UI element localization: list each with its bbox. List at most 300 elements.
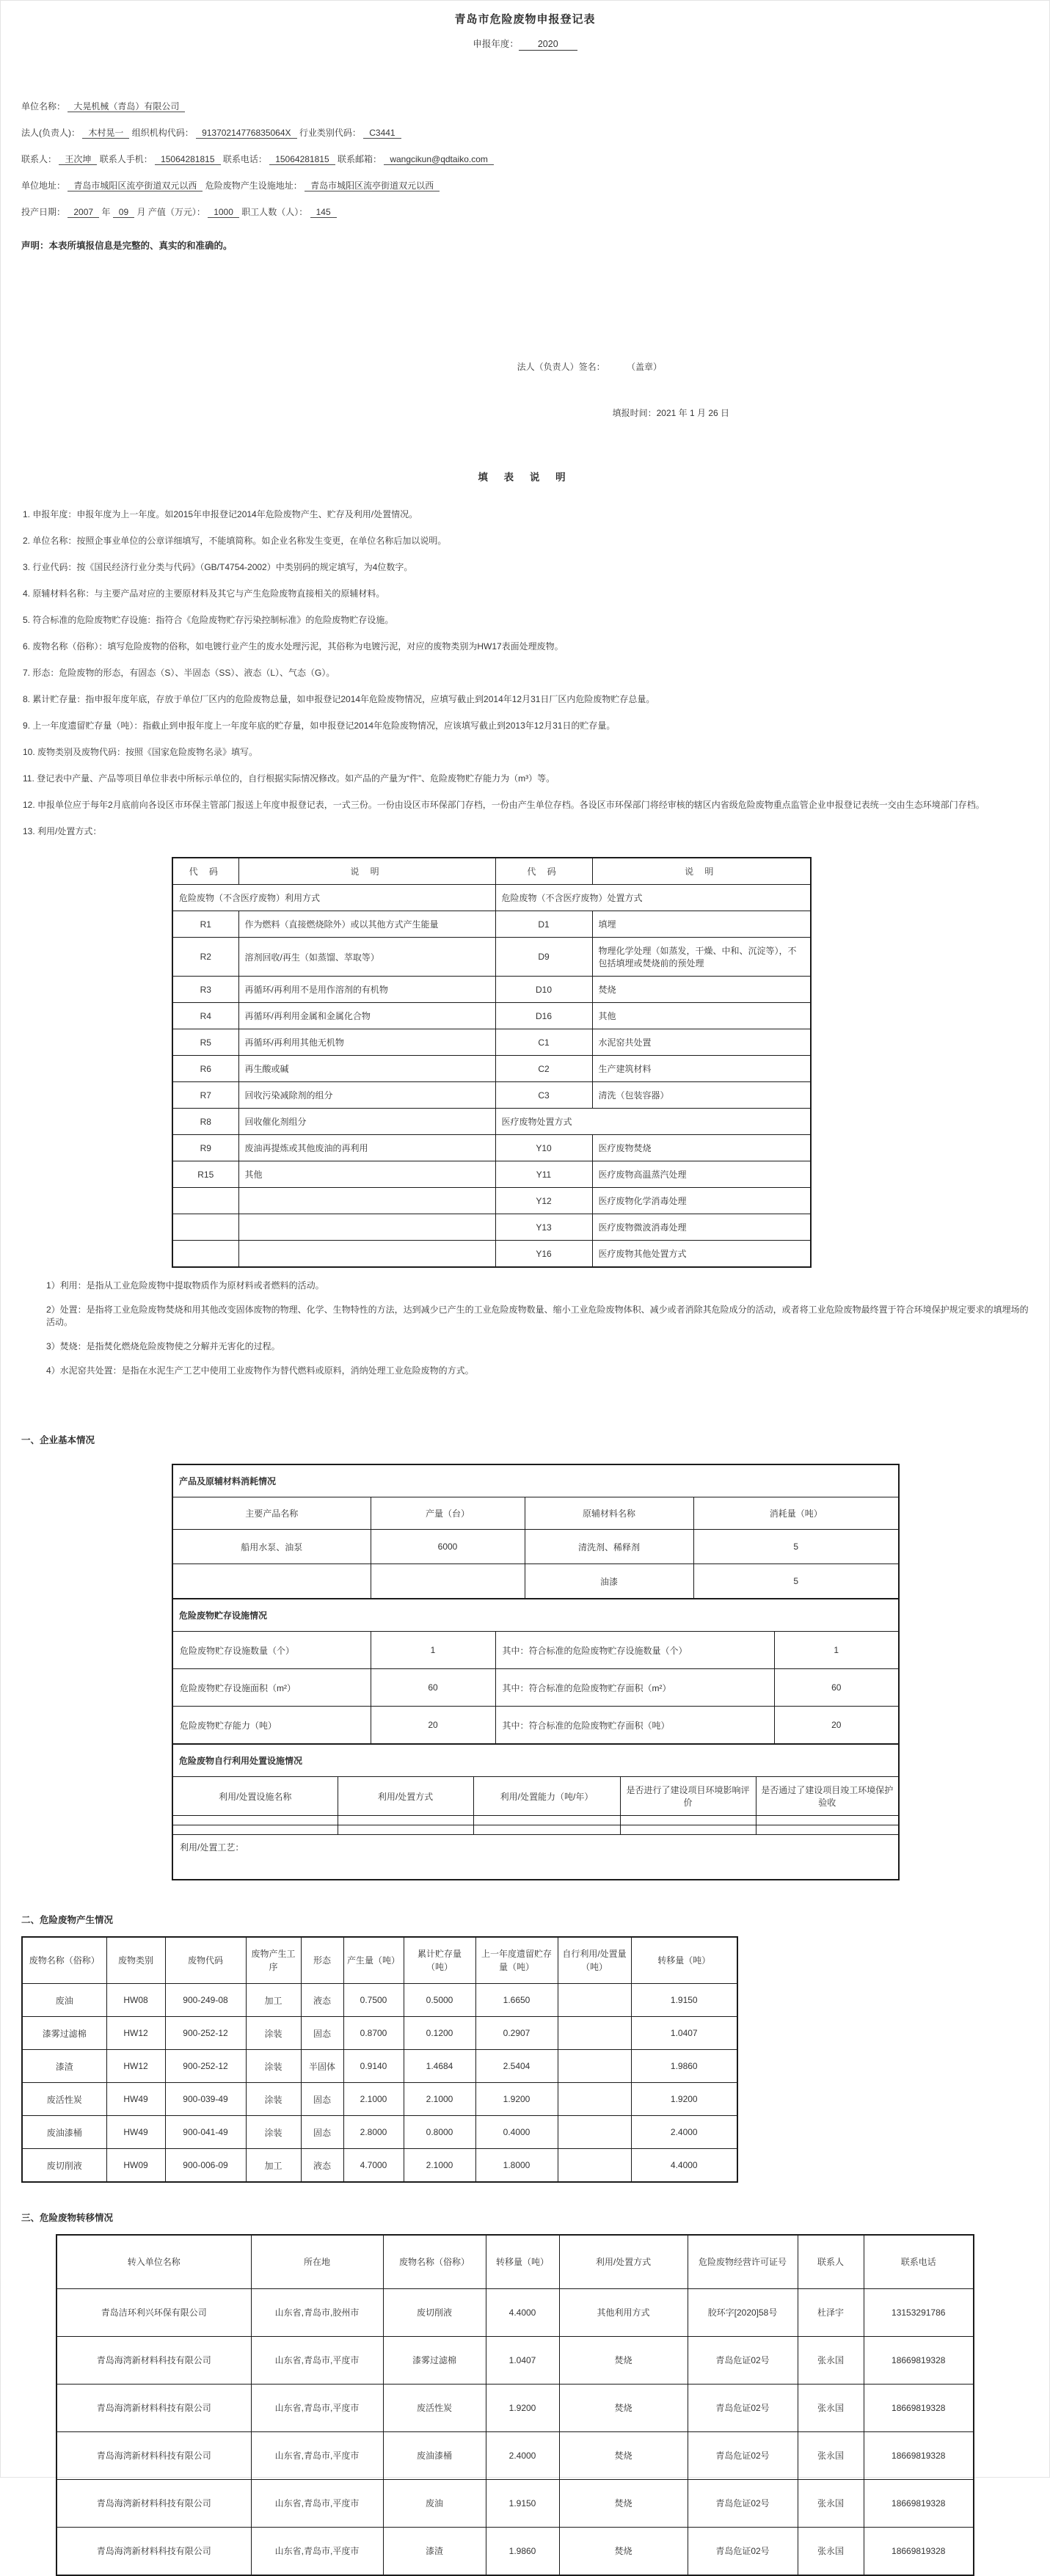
column-header: 形态 [301, 1937, 343, 1984]
signature-line [21, 360, 1029, 373]
table-cell [371, 1564, 525, 1599]
table-cell: 1.9200 [475, 2083, 558, 2116]
table-cell: 1.0407 [486, 2337, 559, 2385]
instructions-list [21, 508, 1029, 838]
code-cell: C1 [495, 1029, 592, 1056]
table-cell: 涂装 [246, 2116, 301, 2149]
column-header: 消耗量（吨） [693, 1497, 899, 1530]
desc-cell: 其他 [592, 1003, 811, 1029]
table-cell: 其中：符合标准的危险废物贮存面积（m²） [495, 1669, 774, 1707]
month-unit: 月 [136, 207, 146, 217]
table-cell: 危险废物贮存设施数量（个） [172, 1632, 371, 1669]
table-row [56, 2337, 974, 2385]
table-cell: 涂装 [246, 2017, 301, 2050]
code-cell: D10 [495, 977, 592, 1003]
table-header-row [22, 1937, 737, 1984]
section1-heading: 一、企业基本情况 [21, 1435, 95, 1445]
table-cell: 青岛海湾新材料科技有限公司 [56, 2385, 251, 2432]
table-cell: 焚烧 [559, 2528, 688, 2576]
column-header: 是否进行了建设项目环境影响评价 [620, 1777, 756, 1816]
table-row [172, 1669, 899, 1707]
table-row [56, 2432, 974, 2480]
code-cell: Y16 [495, 1241, 592, 1268]
table-cell: 900-249-08 [165, 1984, 246, 2017]
instruction-item: 2. 单位名称：按照企事业单位的公章详细填写，不能填简称。如企业名称发生变更，在单位名称后加以说明。 [23, 536, 447, 546]
disposal-code-table [172, 857, 812, 1268]
table-cell [620, 1825, 756, 1835]
column-header: 危险废物经营许可证号 [688, 2235, 798, 2289]
table-cell: 张永国 [798, 2480, 864, 2528]
table-row [172, 977, 811, 1003]
table-cell: 0.8000 [404, 2116, 475, 2149]
table-row [22, 2116, 737, 2149]
code-cell: R7 [172, 1082, 238, 1109]
table-row [172, 938, 811, 977]
column-header: 累计贮存量（吨） [404, 1937, 475, 1984]
unit-name-value: 大晃机械（青岛）有限公司 [68, 101, 185, 112]
table-cell: 漆渣 [383, 2528, 486, 2576]
table-cell: 山东省,青岛市,平度市 [251, 2528, 383, 2576]
desc-cell: 清洗（包装容器） [592, 1082, 811, 1109]
table-cell: 60 [774, 1669, 899, 1707]
code-cell: Y11 [495, 1161, 592, 1188]
desc-cell: 生产建筑材料 [592, 1056, 811, 1082]
column-header: 废物产生工序 [246, 1937, 301, 1984]
instruction-item: 6. 废物名称（俗称）：填写危险废物的俗称，如电镀行业产生的废水处理污泥，其俗称为电镀污泥，对应的废物类别为HW17表面处理废物。 [23, 641, 564, 652]
column-header: 废物代码 [165, 1937, 246, 1984]
contact-label: 联系人： [21, 154, 57, 164]
column-header: 产量（台） [371, 1497, 525, 1530]
table-cell: 18669819328 [864, 2337, 974, 2385]
desc-cell: 再循环/再利用金属和金属化合物 [238, 1003, 495, 1029]
table-cell: 废油 [383, 2480, 486, 2528]
table-cell: 张永国 [798, 2528, 864, 2576]
table-cell: 2.4000 [631, 2116, 737, 2149]
table-cell: 船用水泵、油泵 [172, 1530, 371, 1564]
table-cell: 1.9860 [631, 2050, 737, 2083]
table-header-row [172, 858, 811, 885]
table-cell: 张永国 [798, 2337, 864, 2385]
table-cell: 1 [371, 1632, 495, 1669]
table-cell: 山东省,青岛市,平度市 [251, 2432, 383, 2480]
table-cell [756, 1816, 899, 1825]
table-cell: 漆雾过滤棉 [383, 2337, 486, 2385]
table-cell: 20 [371, 1707, 495, 1745]
email-value: wangcikun@qdtaiko.com [384, 154, 494, 165]
table-cell: 危险废物贮存能力（吨） [172, 1707, 371, 1745]
table-row [172, 1241, 811, 1268]
code-cell: C2 [495, 1056, 592, 1082]
table-cell [558, 2017, 631, 2050]
code-cell: R6 [172, 1056, 238, 1082]
output-value-label: 产值（万元）： [147, 207, 205, 217]
table-cell: 0.5000 [404, 1984, 475, 2017]
table-cell: 20 [774, 1707, 899, 1745]
code-cell: D16 [495, 1003, 592, 1029]
table-cell: 13153291786 [864, 2289, 974, 2337]
note-item: 2）处置：是指将工业危险废物焚烧和用其他改变固体废物的物理、化学、生物特性的方法，达到减少已产生的工业危险废物数量、缩小工业危险废物体积、减少或者消除其危险成分的活动，或者将工业危险废物最终置于符合环境保护规定要求的填埋场的活动。 [46, 1305, 1029, 1327]
table-cell: 加工 [246, 1984, 301, 2017]
table-cell [473, 1816, 620, 1825]
desc-cell: 再生酸或碱 [238, 1056, 495, 1082]
stamp-label: （盖章） [626, 362, 662, 372]
column-header: 联系人 [798, 2235, 864, 2289]
table-cell: HW08 [106, 1984, 165, 2017]
instruction-item: 3. 行业代码：按《国民经济行业分类与代码》（GB/T4754-2002）中类别码的规定填写，为4位数字。 [23, 562, 413, 572]
output-value: 1000 [208, 207, 239, 218]
desc-cell: 医疗废物微波消毒处理 [592, 1214, 811, 1241]
code-cell [172, 1188, 238, 1214]
desc-cell: 医疗废物化学消毒处理 [592, 1188, 811, 1214]
table-cell: 涂装 [246, 2050, 301, 2083]
table-cell: 6000 [371, 1530, 525, 1564]
table-cell: 废油漆桶 [383, 2432, 486, 2480]
column-header: 利用/处置能力（吨/年） [473, 1777, 620, 1816]
table-cell: 青岛海湾新材料科技有限公司 [56, 2480, 251, 2528]
table-cell: 2.4000 [486, 2432, 559, 2480]
code-cell: R3 [172, 977, 238, 1003]
table-cell: 青岛危证02号 [688, 2480, 798, 2528]
table-cell: 18669819328 [864, 2528, 974, 2576]
code-cell: R15 [172, 1161, 238, 1188]
table-cell: 其中：符合标准的危险废物贮存设施数量（个） [495, 1632, 774, 1669]
column-header: 产生量（吨） [343, 1937, 404, 1984]
legal-person-line [21, 128, 1029, 139]
table-row [172, 1564, 899, 1599]
block-header: 危险废物自行利用处置设施情况 [172, 1744, 899, 1777]
table-row [172, 1082, 811, 1109]
table-cell: 900-041-49 [165, 2116, 246, 2149]
declaration-statement: 声明：本表所填报信息是完整的、真实的和准确的。 [21, 241, 233, 251]
instruction-item: 10. 废物类别及废物代码：按照《国家危险废物名录》填写。 [23, 747, 258, 757]
table-cell: 焚烧 [559, 2385, 688, 2432]
group-row [172, 885, 811, 911]
table-cell: 4.4000 [631, 2149, 737, 2183]
table-cell [338, 1816, 473, 1825]
table-cell: 18669819328 [864, 2480, 974, 2528]
column-header: 利用/处置方式 [559, 2235, 688, 2289]
column-header: 联系电话 [864, 2235, 974, 2289]
block-header: 产品及原辅材料消耗情况 [172, 1464, 899, 1497]
column-header: 转移量（吨） [486, 2235, 559, 2289]
telephone-value: 15064281815 [269, 154, 335, 165]
start-year-value: 2007 [68, 207, 99, 218]
table-cell: 1.8000 [475, 2149, 558, 2183]
column-header: 废物类别 [106, 1937, 165, 1984]
table-cell: 4.4000 [486, 2289, 559, 2337]
table-cell: 清洗剂、稀释剂 [525, 1530, 693, 1564]
table-cell: 青岛海湾新材料科技有限公司 [56, 2337, 251, 2385]
group-label: 危险废物（不含医疗废物）处置方式 [495, 885, 811, 911]
column-header: 所在地 [251, 2235, 383, 2289]
instruction-item: 12. 申报单位应于每年2月底前向各设区市环保主管部门报送上年度申报登记表，一式三份。一份由设区市环保部门存档，一份由产生单位存档。各设区市环保部门将经审核的辖区内省级危险废物重点监管企业申报登记表统一交由生态环境部门存档。 [23, 800, 985, 810]
table-row [172, 1825, 899, 1835]
report-year-line [21, 37, 1029, 50]
column-header: 说 明 [238, 858, 495, 885]
table-cell: 山东省,青岛市,平度市 [251, 2337, 383, 2385]
table-cell: 青岛危证02号 [688, 2432, 798, 2480]
table-cell: 0.9140 [343, 2050, 404, 2083]
column-header: 利用/处置方式 [338, 1777, 473, 1816]
table-cell: 张永国 [798, 2432, 864, 2480]
org-code-value: 91370214776835064X [196, 128, 296, 139]
table-cell [172, 1816, 338, 1825]
instruction-item: 11. 登记表中产量、产品等项目单位非表中所标示单位的，自行根据实际情况修改。如产品的产量为“件”、危险废物贮存能力为（m³）等。 [23, 773, 555, 784]
year-unit: 年 [101, 207, 111, 217]
table-header-row [56, 2235, 974, 2289]
address-line [21, 180, 1029, 191]
table-cell: 杜泽宇 [798, 2289, 864, 2337]
instruction-item: 7. 形态：危险废物的形态，有固态（S）、半固态（SS）、液态（L）、气态（G）。 [23, 668, 335, 678]
column-header: 废物名称（俗称） [22, 1937, 106, 1984]
table-cell [172, 1825, 338, 1835]
block-header-row [172, 1744, 899, 1777]
table-cell: HW49 [106, 2116, 165, 2149]
table-header-row [172, 1777, 899, 1816]
table-row [56, 2528, 974, 2576]
table-row [172, 1109, 811, 1135]
desc-cell: 回收污染减除剂的组分 [238, 1082, 495, 1109]
table-cell [473, 1825, 620, 1835]
table-cell: 1 [774, 1632, 899, 1669]
table-row [22, 1984, 737, 2017]
code-cell: Y10 [495, 1135, 592, 1161]
staff-count-value: 145 [310, 207, 337, 218]
process-row [172, 1835, 899, 1880]
table-cell: HW12 [106, 2017, 165, 2050]
table-cell: 加工 [246, 2149, 301, 2183]
unit-address-label: 单位地址： [21, 180, 66, 191]
column-header: 转移量（吨） [631, 1937, 737, 1984]
self-disposal-facility-table [172, 1743, 900, 1880]
table-cell: 18669819328 [864, 2385, 974, 2432]
staff-count-label: 职工人数（人）： [241, 207, 308, 217]
table-cell: 0.1200 [404, 2017, 475, 2050]
instruction-item: 13. 利用/处置方式： [23, 826, 102, 836]
table-cell [558, 1984, 631, 2017]
desc-cell: 废油再提炼或其他废油的再利用 [238, 1135, 495, 1161]
code-cell: R2 [172, 938, 238, 977]
table-cell: 液态 [301, 1984, 343, 2017]
table-cell: 青岛海湾新材料科技有限公司 [56, 2432, 251, 2480]
table-cell [558, 2116, 631, 2149]
note-item: 1）利用：是指从工业危险废物中提取物质作为原材料或者燃料的活动。 [46, 1280, 324, 1291]
desc-cell [238, 1188, 495, 1214]
table-row [172, 911, 811, 938]
table-cell: 山东省,青岛市,平度市 [251, 2385, 383, 2432]
section2-heading: 二、危险废物产生情况 [21, 1915, 114, 1925]
fill-date: 填报时间：2021 年 1 月 26 日 [612, 408, 729, 418]
table-cell: 60 [371, 1669, 495, 1707]
company-info-block [21, 101, 1029, 252]
column-header: 利用/处置设施名称 [172, 1777, 338, 1816]
facility-address-label: 危险废物产生设施地址： [205, 180, 302, 191]
table-cell: 2.8000 [343, 2116, 404, 2149]
column-header: 说 明 [592, 858, 811, 885]
table-cell: 青岛洁环利兴环保有限公司 [56, 2289, 251, 2337]
table-cell [756, 1825, 899, 1835]
table-row [172, 1003, 811, 1029]
table-cell: 4.7000 [343, 2149, 404, 2183]
table-cell: 2.1000 [404, 2083, 475, 2116]
waste-generation-table [21, 1936, 738, 2183]
table-cell: 废油漆桶 [22, 2116, 106, 2149]
table-cell: 漆雾过滤棉 [22, 2017, 106, 2050]
instruction-item: 5. 符合标准的危险废物贮存设施：指符合《危险废物贮存污染控制标准》的危险废物贮存设施。 [23, 615, 394, 625]
desc-cell: 再循环/再利用其他无机物 [238, 1029, 495, 1056]
table-cell: 固态 [301, 2116, 343, 2149]
instructions-heading: 填 表 说 明 [478, 472, 572, 483]
table-cell: 废切削液 [22, 2149, 106, 2183]
table-cell: 油漆 [525, 1564, 693, 1599]
group-label: 危险废物（不含医疗废物）利用方式 [172, 885, 495, 911]
table-cell: 焚烧 [559, 2337, 688, 2385]
table-cell: 1.9150 [631, 1984, 737, 2017]
table-cell: HW09 [106, 2149, 165, 2183]
group-label: 医疗废物处置方式 [495, 1109, 811, 1135]
facility-address-value: 青岛市城阳区流亭街道双元以西 [305, 180, 440, 191]
table-cell: 漆渣 [22, 2050, 106, 2083]
code-cell: D1 [495, 911, 592, 938]
code-cell: Y12 [495, 1188, 592, 1214]
table-row [172, 1188, 811, 1214]
code-cell: D9 [495, 938, 592, 977]
desc-cell: 其他 [238, 1161, 495, 1188]
table-cell: 2.1000 [404, 2149, 475, 2183]
desc-cell: 水泥窑共处置 [592, 1029, 811, 1056]
column-header: 代 码 [495, 858, 592, 885]
table-cell: 废油 [22, 1984, 106, 2017]
table-cell: 1.9860 [486, 2528, 559, 2576]
table-cell: 900-252-12 [165, 2017, 246, 2050]
table-cell: 胶环字[2020]58号 [688, 2289, 798, 2337]
table-cell: 1.9150 [486, 2480, 559, 2528]
table-row [172, 1707, 899, 1745]
table-cell: HW49 [106, 2083, 165, 2116]
column-header: 转入单位名称 [56, 2235, 251, 2289]
code-cell: R1 [172, 911, 238, 938]
code-cell: R8 [172, 1109, 238, 1135]
block-header-row [172, 1599, 899, 1632]
table-row [172, 1135, 811, 1161]
table-row [56, 2289, 974, 2337]
instruction-item: 9. 上一年度遗留贮存量（吨）：指截止到申报年度上一年度年底的贮存量，如申报登记2014年危险废物情况，应该填写截止到2013年12月31日的贮存量。 [23, 720, 616, 731]
code-table-notes [21, 1280, 1029, 1377]
industry-code-value: C3441 [363, 128, 401, 139]
process-label: 利用/处置工艺： [172, 1835, 899, 1880]
table-cell: HW12 [106, 2050, 165, 2083]
instruction-item: 8. 累计贮存量：指申报年度年底，存放于单位厂区内的危险废物总量，如申报登记2014年危险废物情况，应填写截止到2014年12月31日厂区内危险废物贮存总量。 [23, 694, 655, 704]
column-header: 废物名称（俗称） [383, 2235, 486, 2289]
column-header: 上一年度遗留贮存量（吨） [475, 1937, 558, 1984]
desc-cell: 焚烧 [592, 977, 811, 1003]
table-row [172, 1161, 811, 1188]
desc-cell [238, 1214, 495, 1241]
table-row [22, 2083, 737, 2116]
table-cell: 焚烧 [559, 2480, 688, 2528]
table-cell: 危险废物贮存设施面积（m²） [172, 1669, 371, 1707]
table-cell: 焚烧 [559, 2432, 688, 2480]
column-header: 主要产品名称 [172, 1497, 371, 1530]
table-cell: 山东省,青岛市,平度市 [251, 2480, 383, 2528]
table-cell: 18669819328 [864, 2432, 974, 2480]
table-row [56, 2385, 974, 2432]
desc-cell: 物理化学处理（如蒸发，干燥、中和、沉淀等），不包括填埋或焚烧前的预处理 [592, 938, 811, 977]
table-cell: 液态 [301, 2149, 343, 2183]
table-cell: 废活性炭 [22, 2083, 106, 2116]
industry-code-label: 行业类别代码： [299, 128, 361, 138]
table-row [172, 1530, 899, 1564]
code-cell [172, 1241, 238, 1268]
code-cell: R4 [172, 1003, 238, 1029]
desc-cell: 医疗废物焚烧 [592, 1135, 811, 1161]
table-cell: 其中：符合标准的危险废物贮存面积（吨） [495, 1707, 774, 1745]
table-cell: 青岛危证02号 [688, 2385, 798, 2432]
table-row [172, 1029, 811, 1056]
code-cell: C3 [495, 1082, 592, 1109]
instruction-item: 1. 申报年度：申报年度为上一年度。如2015年申报登记2014年危险废物产生、贮存及利用/处置情况。 [23, 509, 418, 519]
table-cell [620, 1816, 756, 1825]
desc-cell: 医疗废物其他处置方式 [592, 1241, 811, 1268]
legal-person-value: 木村晃一 [82, 128, 129, 139]
instruction-item: 4. 原辅材料名称：与主要产品对应的主要原材料及其它与产生危险废物直接相关的原辅材料。 [23, 588, 385, 599]
table-row [22, 2017, 737, 2050]
table-cell: 0.7500 [343, 1984, 404, 2017]
table-cell: 1.9200 [631, 2083, 737, 2116]
mobile-label: 联系人手机： [99, 154, 153, 164]
table-cell: 废活性炭 [383, 2385, 486, 2432]
table-cell: 5 [693, 1564, 899, 1599]
table-cell: 1.4684 [404, 2050, 475, 2083]
table-cell: 5 [693, 1530, 899, 1564]
table-cell: 青岛海湾新材料科技有限公司 [56, 2528, 251, 2576]
storage-facility-table [172, 1598, 900, 1745]
desc-cell: 再循环/再利用不是用作溶剂的有机物 [238, 977, 495, 1003]
table-cell: 山东省,青岛市,胶州市 [251, 2289, 383, 2337]
unit-address-value: 青岛市城阳区流亭街道双元以西 [68, 180, 203, 191]
table-cell: 1.6650 [475, 1984, 558, 2017]
table-cell: 青岛危证02号 [688, 2528, 798, 2576]
column-header: 是否通过了建设项目竣工环境保护验收 [756, 1777, 899, 1816]
table-cell: 900-006-09 [165, 2149, 246, 2183]
signature-label: 法人（负责人）签名： [517, 362, 605, 372]
table-row [22, 2149, 737, 2183]
report-year-label: 申报年度： [473, 39, 519, 49]
start-month-value: 09 [113, 207, 134, 218]
desc-cell: 填埋 [592, 911, 811, 938]
table-cell [558, 2050, 631, 2083]
table-cell: 1.9200 [486, 2385, 559, 2432]
table-row [56, 2480, 974, 2528]
waste-transfer-table [56, 2234, 974, 2576]
org-code-label: 组织机构代码： [131, 128, 194, 138]
table-cell [558, 2083, 631, 2116]
desc-cell: 作为燃料（直接燃烧除外）或以其他方式产生能量 [238, 911, 495, 938]
column-header: 自行利用/处置量（吨） [558, 1937, 631, 1984]
table-cell: 涂装 [246, 2083, 301, 2116]
table-cell [338, 1825, 473, 1835]
code-cell: R5 [172, 1029, 238, 1056]
table-row [172, 1632, 899, 1669]
email-label: 联系邮箱： [337, 154, 382, 164]
table-cell: 2.1000 [343, 2083, 404, 2116]
report-year-value: 2020 [519, 39, 577, 51]
column-header: 原辅材料名称 [525, 1497, 693, 1530]
mobile-value: 15064281815 [155, 154, 220, 165]
code-cell: Y13 [495, 1214, 592, 1241]
table-cell [558, 2149, 631, 2183]
unit-name-line [21, 101, 1029, 112]
